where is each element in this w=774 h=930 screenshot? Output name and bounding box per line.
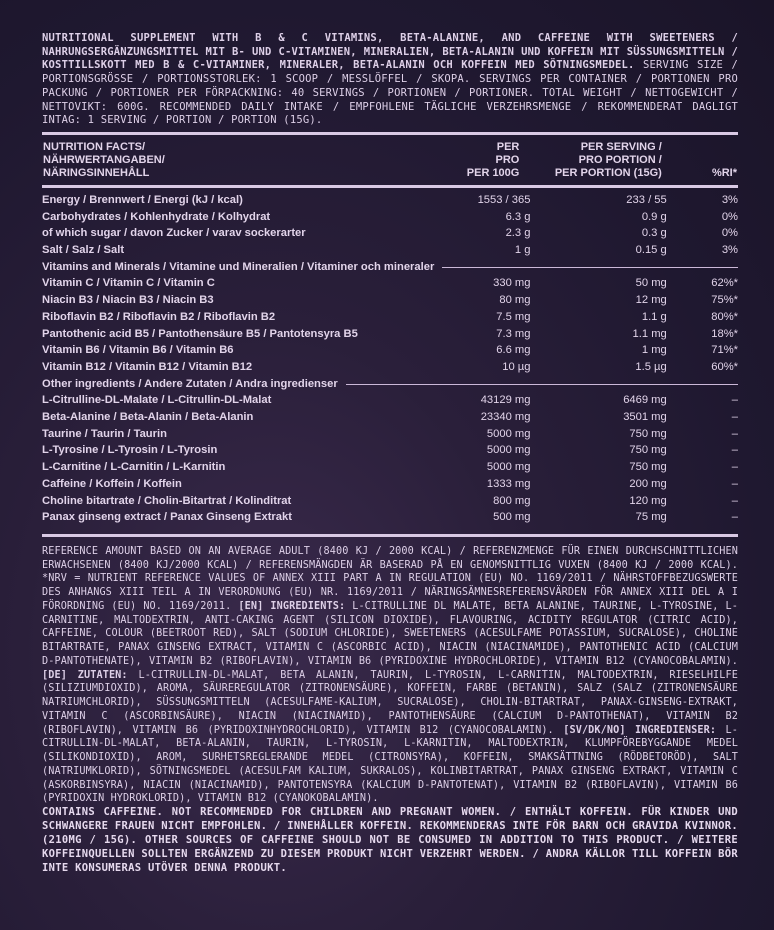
per-100g-value: 5000 mg xyxy=(486,427,531,440)
en-ingredients: L-CITRULLINE DL MALATE, BETA ALANINE, TAURINE, L-TYROSINE, L-CARNITINE, MALTODEXTRIN, ANTI-CAKING AGENT (SILICON DIOXIDE), FLAVOURING, ACIDITY REGULATOR (CITRIC ACID), CAFFEINE, COLOUR (BEETROOT RED), SALT (SODIUM CHLORIDE), SWEETENERS (ACESULFAME POTASSIUM, SUCRALOSE), CHOLINE BITARTRATE, PANAX GINSENG EXTRACT, VITAMIN C (ASCORBIC ACID), NIACIN (NIACINAMIDE), PANTOTHENIC ACID (CALCIUM D-PANTOTHENATE), VITAMIN B2 (RIBOFLAVIN), VITAMIN B6 (PYRIDOXINE HYDROCHLORIDE), VITAMIN B12 (CYANOCOBALAMIN). xyxy=(42,600,738,667)
nutrient-name: Panax ginseng extract / Panax Ginseng Extrakt xyxy=(42,511,292,524)
per-serving-value: 0.9 g xyxy=(641,210,667,223)
per-serving-value: 6469 mg xyxy=(623,394,667,407)
per-serving-value: 1 mg xyxy=(641,344,667,357)
ri-value: – xyxy=(731,494,738,507)
nutrient-name: Beta-Alanine / Beta-Alanin / Beta-Alanin xyxy=(42,411,254,424)
table-row xyxy=(42,409,738,426)
reference-note: REFERENCE AMOUNT BASED ON AN AVERAGE ADULT (8400 KJ / 2000 KCAL) / REFERENZMENGE FÜR EINEN DURCHSCHNITTLICHEN ERWACHSENEN (8400 KJ/2000 KCAL) / REFERENSMÄNGDEN ÄR BASERAD PÅ EN GENOMSNITTLIG VUXEN (8400 KJ / 2000 KCAL). *NRV = NUTRIENT REFERENCE VALUES OF ANNEX XIII PART A IN REGULATION (EU) NO. 1169/2011 / NÄHRSTOFFBEZUGSWERTE DES ANHANGS XIII TEIL A IN VERORDNUNG (EU) NR. 1169/2011 / NÄRINGSÄMNESREFERENSVÄRDEN FÖR ANNEX XIII DEL A I FÖRORDNING (EU) NO. 1169/2011. xyxy=(42,545,738,612)
nutrient-name: Vitamin B12 / Vitamin B12 / Vitamin B12 xyxy=(42,360,253,373)
vitamins-section-heading: Vitamins and Minerals / Vitamine und Mineralien / Vitaminer och mineraler xyxy=(42,259,738,276)
table-row xyxy=(42,459,738,476)
ri-value: 18%* xyxy=(711,327,738,340)
nutrient-name: L-Citrulline-DL-Malate / L-Citrullin-DL-Malat xyxy=(42,394,272,407)
per-serving-value: 0.3 g xyxy=(641,227,667,240)
per-100g-value: 80 mg xyxy=(499,294,531,307)
per-serving-value: 750 mg xyxy=(629,427,667,440)
nutrient-name: Carbohydrates / Kohlenhydrate / Kolhydrat xyxy=(42,210,271,223)
nutrient-name: Niacin B3 / Niacin B3 / Niacin B3 xyxy=(42,294,214,307)
ri-value: 0% xyxy=(721,227,738,240)
per-100g-value: 6.3 g xyxy=(505,210,531,223)
per-serving-value: 1.5 µg xyxy=(635,360,667,373)
sv-ingredients: L-CITRULLIN-DL-MALAT, BETA-ALANIN, TAURIN, L-TYROSIN, L-KARNITIN, MALTODEXTRIN, KLUMPFÖREBYGGANDE MEDEL (SILIKONDIOXID), AROM, SURHETSREGLERANDE MEDEL (CITRONSYRA), KOFFEIN, SMAKSÄTTNING (RÖDBETORÖD), SALT (NATRIUMKLORID), SÖTNINGSMEDEL (ACESULFAM KALIUM, SUKRALOS), KOLINBITARTRAT, PANAX GINSENG EXTRAKT, VITAMIN C (ASKORBINSYRA), NIACIN (NIACINAMID), PANTOTENSYRA (KALCIUM D-PANTOTENAT), VITAMIN B2 (RIBOFLAVIN), VITAMIN B6 (PYRIDOXIN HYDROKLORID), VITAMIN B12 (CYANOKOBALAMIN). xyxy=(42,724,739,805)
de-ingredients: L-CITRULLIN-DL-MALAT, BETA ALANIN, TAURIN, L-TYROSIN, L-CARNITIN, MALTODEXTRIN, RIESELHILFE (SILIZIUMDIOXID), AROMA, SÄUREREGULATOR (ZITRONENSÄURE), KOFFEIN, FARBE (BETANIN), SALZ (SALZ (ZITRONENSÄURE NATRIUMCHLORID), SÜSSUNGSMITTELN (ACESULFAME-KALIUM, SUCRALOSE), CHOLIN-BITARTRAT, PANAX-GINSENG-EXTRAKT, VITAMIN C (ASCORBINSÄURE), NIACIN (NIACINAMID), PANTOTHENSÄURE (CALCIUM D-PANTOTHENAT), VITAMIN B2 (RIBOFLAVIN), VITAMIN B6 (PYRIDOXINHYDROCHLORID), VITAMIN B12 (CYANOCOBALAMIN). xyxy=(42,669,738,736)
nutrient-name: L-Tyrosine / L-Tyrosin / L-Tyrosin xyxy=(42,444,218,457)
per-100g-value: 7.5 mg xyxy=(496,310,531,323)
ri-value: – xyxy=(731,394,738,407)
per-serving-value: 1.1 mg xyxy=(632,327,667,340)
per-100g-value: 5000 mg xyxy=(486,444,531,457)
per-serving-value: 750 mg xyxy=(629,444,667,457)
ri-value: – xyxy=(731,477,738,490)
ri-value: 80%* xyxy=(711,310,738,323)
nutrient-name: Vitamin C / Vitamin C / Vitamin C xyxy=(42,277,215,290)
per-100g-value: 23340 mg xyxy=(480,411,531,424)
per-100g-value: 1 g xyxy=(514,244,531,257)
ri-value: – xyxy=(731,444,738,457)
per-100g-value: 800 mg xyxy=(493,494,531,507)
per-100g-value: 1553 / 365 xyxy=(477,193,531,206)
per-serving-value: 233 / 55 xyxy=(626,193,667,206)
ri-value: – xyxy=(731,411,738,424)
per-100g-value: 43129 mg xyxy=(480,394,531,407)
nutrition-label xyxy=(42,32,738,876)
per-serving-value: 12 mg xyxy=(635,294,667,307)
ingredients-block xyxy=(42,545,738,806)
table-row xyxy=(42,309,738,326)
product-title: NUTRITIONAL SUPPLEMENT WITH B & C VITAMINS, BETA-ALANINE, AND CAFFEINE WITH SWEETENERS / NAHRUNGSERGÄNZUNGSMITTEL MIT B- UND C-VITAMINEN, MINERALIEN, BETA-ALANIN UND KOFFEIN MIT SÜSSUNGSMITTELN / KOSTTILLSKOTT MED B & C-VITAMINER, MINERALER, BETA-ALANIN OCH KOFFEIN MED SÖTNINGSMEDEL. xyxy=(42,32,738,72)
en-ingredients-label: [EN] INGREDIENTS: xyxy=(238,600,346,612)
table-row xyxy=(42,359,738,376)
energy-rows xyxy=(42,192,738,259)
table-row xyxy=(42,476,738,493)
nutrient-name: Riboflavin B2 / Riboflavin B2 / Riboflavin B2 xyxy=(42,310,276,323)
table-row xyxy=(42,209,738,226)
table-row xyxy=(42,426,738,443)
per-serving-value: 200 mg xyxy=(629,477,667,490)
header-per-100g: PER PRO PER 100G xyxy=(466,140,520,179)
divider-bottom xyxy=(42,534,738,537)
per-100g-value: 6.6 mg xyxy=(496,344,531,357)
nutrition-rows xyxy=(42,192,738,526)
per-serving-value: 50 mg xyxy=(635,277,667,290)
ri-value: 0% xyxy=(721,210,738,223)
ri-value: 71%* xyxy=(711,344,738,357)
per-serving-value: 1.1 g xyxy=(641,310,667,323)
nutrient-name: Salt / Salz / Salt xyxy=(42,244,125,257)
de-ingredients-label: [DE] ZUTATEN: xyxy=(42,669,128,681)
per-serving-value: 3501 mg xyxy=(623,411,667,424)
header-ri: %RI* xyxy=(711,166,737,179)
table-row xyxy=(42,392,738,409)
ri-value: 60%* xyxy=(711,360,738,373)
nutrient-name: L-Carnitine / L-Carnitin / L-Karnitin xyxy=(42,461,226,474)
table-row xyxy=(42,442,738,459)
per-serving-value: 120 mg xyxy=(629,494,667,507)
serving-details: SERVING SIZE / PORTIONSGRÖSSE / PORTIONSSTORLEK: 1 SCOOP / MESSLÖFFEL / SKOPA. SERVINGS PER CONTAINER / PORTIONEN PRO PACKUNG / PORTIONER PER FÖRPACKNING: 40 SERVINGS / PORTIONEN / PORTIONER. TOTAL WEIGHT / NETTOGEWICHT / NETTOVIKT: 600G. RECOMMENDED DAILY INTAKE / EMPFOHLENE TÄGLICHE VERZEHRSMENGE / REKOMMENDERAT DAGLIGT INTAG: 1 SERVING / PORTION / PORTION (15G). xyxy=(42,59,738,127)
product-description xyxy=(42,32,738,128)
per-serving-value: 750 mg xyxy=(629,461,667,474)
table-row xyxy=(42,326,738,343)
divider-top xyxy=(42,132,738,135)
per-100g-value: 10 µg xyxy=(502,360,531,373)
table-row xyxy=(42,242,738,259)
table-row xyxy=(42,493,738,510)
nutrient-name: Vitamin B6 / Vitamin B6 / Vitamin B6 xyxy=(42,344,234,357)
per-serving-value: 0.15 g xyxy=(635,244,667,257)
nutrition-table xyxy=(42,140,738,183)
nutrient-name: Pantothenic acid B5 / Pantothensäure B5 / Pantotensyra B5 xyxy=(42,327,358,340)
per-100g-value: 5000 mg xyxy=(486,461,531,474)
nutrient-name: Caffeine / Koffein / Koffein xyxy=(42,477,182,490)
table-row xyxy=(42,225,738,242)
ri-value: – xyxy=(731,427,738,440)
table-row xyxy=(42,292,738,309)
nutrient-name: of which sugar / davon Zucker / varav sockerarter xyxy=(42,227,306,240)
ri-value: 62%* xyxy=(711,277,738,290)
ri-value: – xyxy=(731,461,738,474)
table-row xyxy=(42,192,738,209)
per-100g-value: 2.3 g xyxy=(505,227,531,240)
vitamin-rows xyxy=(42,275,738,375)
nutrient-name: Energy / Brennwert / Energi (kJ / kcal) xyxy=(42,193,243,206)
ri-value: 75%* xyxy=(711,294,738,307)
ri-value: 3% xyxy=(721,244,738,257)
table-row xyxy=(42,342,738,359)
other-ingredients-heading: Other ingredients / Andere Zutaten / Andra ingredienser xyxy=(42,376,738,393)
nutrient-name: Choline bitartrate / Cholin-Bitartrat / Kolinditrat xyxy=(42,494,292,507)
sv-ingredients-label: [SV/DK/NO] INGREDIENSER: xyxy=(563,724,717,736)
ri-value: 3% xyxy=(721,193,738,206)
header-nutrition-facts: NUTRITION FACTS/ NÄHRWERTANGABEN/ NÄRINGSINNEHÅLL xyxy=(43,140,165,179)
per-100g-value: 330 mg xyxy=(493,277,531,290)
other-ingredient-rows xyxy=(42,392,738,526)
table-row xyxy=(42,275,738,292)
ri-value: – xyxy=(731,511,738,524)
per-100g-value: 500 mg xyxy=(493,511,531,524)
nutrient-name: Taurine / Taurin / Taurin xyxy=(42,427,167,440)
per-serving-value: 75 mg xyxy=(635,511,667,524)
per-100g-value: 1333 mg xyxy=(486,477,531,490)
divider-header xyxy=(42,185,738,188)
table-row xyxy=(42,509,738,526)
nutrition-table-header xyxy=(42,140,738,183)
header-per-serving: PER SERVING / PRO PORTION / PER PORTION (15G) xyxy=(554,140,662,179)
per-100g-value: 7.3 mg xyxy=(496,327,531,340)
caffeine-warning: CONTAINS CAFFEINE. NOT RECOMMENDED FOR CHILDREN AND PREGNANT WOMEN. / ENTHÄLT KOFFEIN. FÜR KINDER UND SCHWANGERE FRAUEN NICHT EMPFOHLEN. / INNEHÅLLER KOFFEIN. REKOMMENDERAS INTE FÖR BARN OCH GRAVIDA KVINNOR. (210MG / 15G). OTHER SOURCES OF CAFFEINE SHOULD NOT BE CONSUMED IN ADDITION TO THIS PRODUCT. / WEITERE KOFFEINQUELLEN SOLLTEN ERGÄNZEND ZU DIESEM PRODUKT NICHT VERZEHRT WERDEN. / ANDRA KÄLLOR TILL KOFFEIN BÖR INTE KONSUMERAS UTÖVER DENNA PRODUKT. xyxy=(42,806,738,874)
